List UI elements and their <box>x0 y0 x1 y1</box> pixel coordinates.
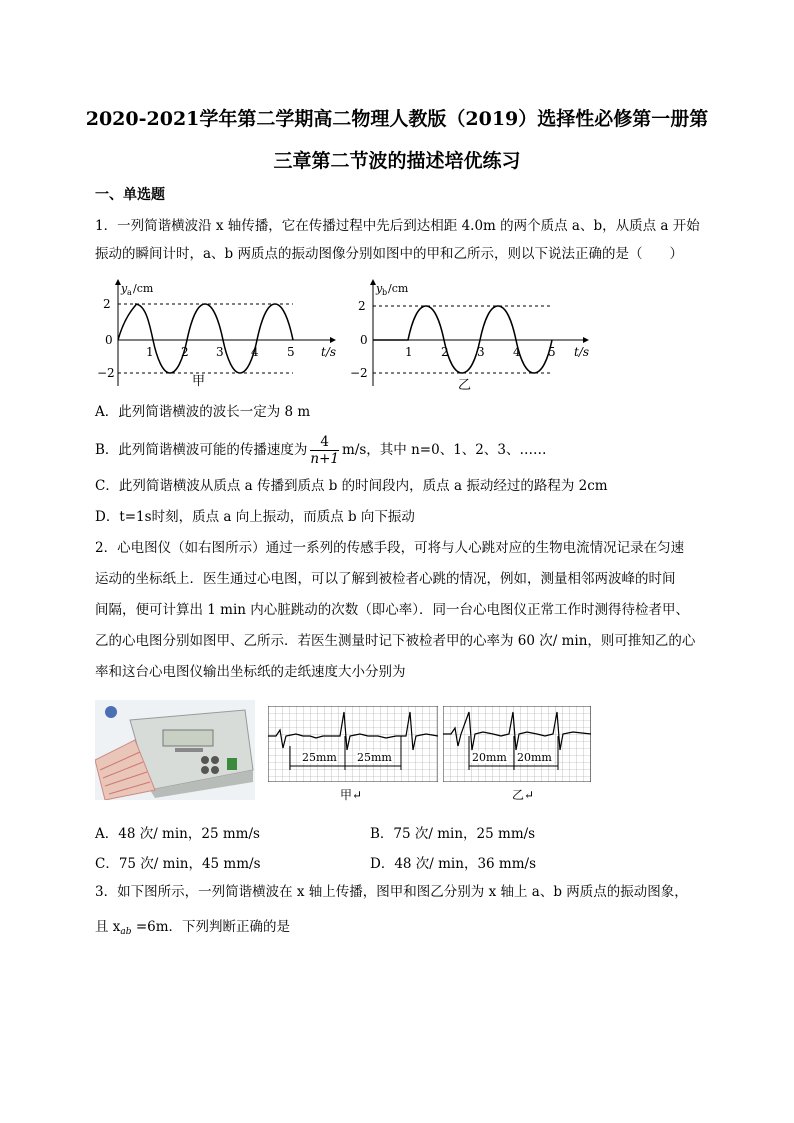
q1a-ytick-2: 2 <box>103 297 111 311</box>
q1b-ytick-neg2: −2 <box>350 366 368 380</box>
q2-line-2: 运动的坐标纸上．医生通过心电图，可以了解到被检者心跳的情况，例如，测量相邻两波峰的时间 <box>95 571 676 587</box>
q1-option-b-post: m/s，其中 n=0、1、2、3、…… <box>342 442 547 458</box>
q1a-xtick-1: 1 <box>146 345 154 359</box>
q1b-label: 乙 <box>458 378 472 393</box>
title-line-2: 三章第二节波的描述培优练习 <box>273 150 521 172</box>
ecg-b-caption: 乙↵ <box>512 788 535 802</box>
q1b-ytick-0: 0 <box>360 333 368 347</box>
q2-option-c: C．75 次/ min，45 mm/s <box>95 856 261 872</box>
q2-option-d: D．48 次/ min，36 mm/s <box>370 856 536 872</box>
ecg-device-image <box>95 700 255 800</box>
q2-line-1: 2．心电图仪（如右图所示）通过一系列的传感手段，可将与人心跳对应的生物电流情况记录在匀速 <box>95 540 685 556</box>
ecg-b-label-1: 20mm <box>472 751 507 764</box>
q2-line-3: 间隔，便可计算出 1 min 内心脏跳动的次数（即心率）．同一台心电图仪正常工作时测得待检者甲、 <box>95 602 690 618</box>
q1a-ytick-neg2: −2 <box>97 366 115 380</box>
q3-line-2-pre: 且 x <box>95 919 121 935</box>
q1b-xlabel: t/s <box>574 345 590 359</box>
ecg-a-label-1: 25mm <box>302 751 337 764</box>
q1b-ylabel-unit: /cm <box>388 282 409 295</box>
q2-option-b: B．75 次/ min，25 mm/s <box>370 826 536 842</box>
q1-option-d: D．t=1s时刻，质点 a 向上振动，而质点 b 向下振动 <box>95 509 415 525</box>
q1b-ytick-2: 2 <box>358 299 366 313</box>
q1b-xtick-1: 1 <box>405 345 413 359</box>
q1a-xtick-5: 5 <box>287 345 295 359</box>
q1-graph-b <box>348 276 598 396</box>
fraction <box>310 434 339 467</box>
q2-option-a: A．48 次/ min，25 mm/s <box>95 826 260 842</box>
q3-line-2-post: =6m．下列判断正确的是 <box>131 919 291 935</box>
q1a-label: 甲 <box>192 374 206 389</box>
fraction-numerator: 4 <box>310 434 339 451</box>
section-heading: 一、单选题 <box>95 187 165 203</box>
q1-line-2: 振动的瞬间计时，a、b 两质点的振动图像分别如图中的甲和乙所示，则以下说法正确的是（ ） <box>95 246 683 262</box>
q1b-ylabel-sub: b <box>382 288 388 297</box>
ecg-chart-b <box>443 706 591 782</box>
title-line-1: 2020-2021学年第二学期高二物理人教版（2019）选择性必修第一册第 <box>85 108 709 130</box>
ecg-b-label-2: 20mm <box>517 751 552 764</box>
ecg-chart-a <box>268 706 438 782</box>
q1b-xtick-5: 5 <box>548 345 556 359</box>
q3-line-1: 3．如下图所示，一列简谐横波在 x 轴上传播，图甲和图乙分别为 x 轴上 a、b 两质点的振动图象， <box>95 884 688 900</box>
q1a-ylabel: y <box>121 282 128 295</box>
q1a-xlabel: t/s <box>321 345 337 359</box>
q1b-xtick-3: 3 <box>477 345 485 359</box>
q1-graph-a <box>95 276 345 396</box>
fraction-denominator: n+1 <box>310 451 340 467</box>
q1-option-b-pre: B．此列简谐横波可能的传播速度为 <box>95 442 308 458</box>
q1a-xtick-3: 3 <box>216 345 224 359</box>
ecg-a-caption: 甲↵ <box>340 788 363 802</box>
q1a-ylabel-sub: a <box>127 288 132 297</box>
q1-option-b <box>95 432 546 468</box>
q1-line-1: 1．一列简谐横波沿 x 轴传播，它在传播过程中先后到达相距 4.0m 的两个质点 a、b，从质点 a 开始 <box>95 218 700 234</box>
q1a-ylabel-unit: /cm <box>133 282 154 295</box>
q3-line-2 <box>95 919 290 940</box>
q1a-xtick-4: 4 <box>251 345 259 359</box>
q1b-xtick-4: 4 <box>513 345 521 359</box>
q2-line-5: 率和这台心电图仪输出坐标纸的走纸速度大小分别为 <box>95 664 406 680</box>
q1-option-c: C．此列简谐横波从质点 a 传播到质点 b 的时间段内，质点 a 振动经过的路程为 2cm <box>95 478 608 494</box>
ecg-a-label-2: 25mm <box>357 751 392 764</box>
q1a-ytick-0: 0 <box>105 333 113 347</box>
q1-option-a: A．此列简谐横波的波长一定为 8 m <box>95 404 311 420</box>
q1b-ylabel: y <box>376 282 383 295</box>
q2-line-4: 乙的心电图分别如图甲、乙所示．若医生测量时记下被检者甲的心率为 60 次/ min，则可推知乙的心 <box>95 633 696 649</box>
q1a-xtick-2: 2 <box>181 345 189 359</box>
q3-line-2-sub: ab <box>120 927 132 937</box>
q1b-xtick-2: 2 <box>441 345 449 359</box>
